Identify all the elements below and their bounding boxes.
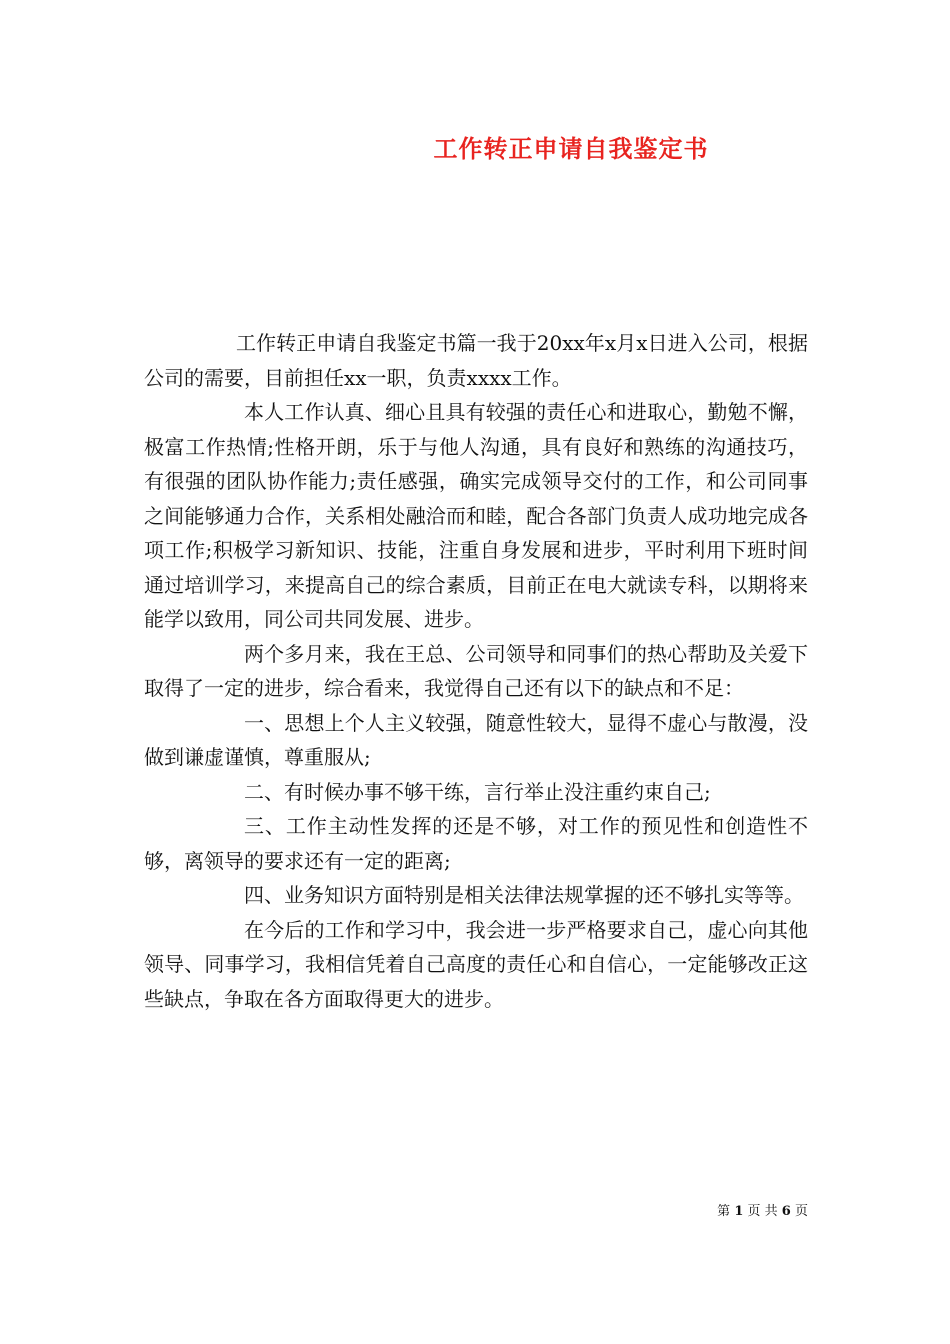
paragraph-intro: 工作转正申请自我鉴定书篇一我于20xx年x月x日进入公司，根据公司的需要，目前担任xx一职，负责xxxx工作。 [144, 331, 808, 390]
footer-middle: 页 共 [747, 1204, 778, 1219]
footer-total-pages: 6 [781, 1204, 791, 1219]
paragraph-shortcoming-4: 四、业务知识方面特别是相关法律法规掌握的还不够扎实等等。 [244, 883, 804, 907]
document-title: 工作转正申请自我鉴定书 [433, 134, 709, 163]
paragraph-conclusion: 在今后的工作和学习中，我会进一步严格要求自己，虚心向其他领导、同事学习，我相信凭着自己高度的责任心和自信心，一定能够改正这些缺点，争取在各方面取得更大的进步。 [144, 917, 808, 1011]
paragraph-shortcoming-2: 二、有时候办事不够干练，言行举止没注重约束自己; [244, 779, 711, 804]
paragraph-shortcomings-intro: 两个多月来，我在王总、公司领导和同事们的热心帮助及关爱下取得了一定的进步，综合看来，我觉得自己还有以下的缺点和不足： [144, 641, 808, 700]
document-body [144, 326, 808, 1016]
paragraph-shortcoming-3: 三、工作主动性发挥的还是不够，对工作的预见性和创造性不够，离领导的要求还有一定的距离; [144, 814, 808, 873]
footer-current-page: 1 [734, 1204, 744, 1219]
footer-suffix: 页 [794, 1204, 808, 1219]
footer-prefix: 第 [717, 1204, 731, 1219]
paragraph-shortcoming-1: 一、思想上个人主义较强，随意性较大，显得不虚心与散漫，没做到谦虚谨慎，尊重服从; [144, 710, 808, 769]
page-number-footer [717, 1203, 808, 1221]
paragraph-self-evaluation: 本人工作认真、细心且具有较强的责任心和进取心，勤勉不懈，极富工作热情;性格开朗，乐于与他人沟通，具有良好和熟练的沟通技巧，有很强的团队协作能力;责任感强，确实完成领导交付的工作，和公司同事之间能够通力合作，关系相处融洽而和睦，配合各部门负责人成功地完成各项工作;积极学习新知识、技能，注重自身发展和进步，平时利用下班时间通过培训学习，来提高自己的综合素质，目前正在电大就读专科，以期将来能学以致用，同公司共同发展、进步。 [144, 400, 808, 631]
